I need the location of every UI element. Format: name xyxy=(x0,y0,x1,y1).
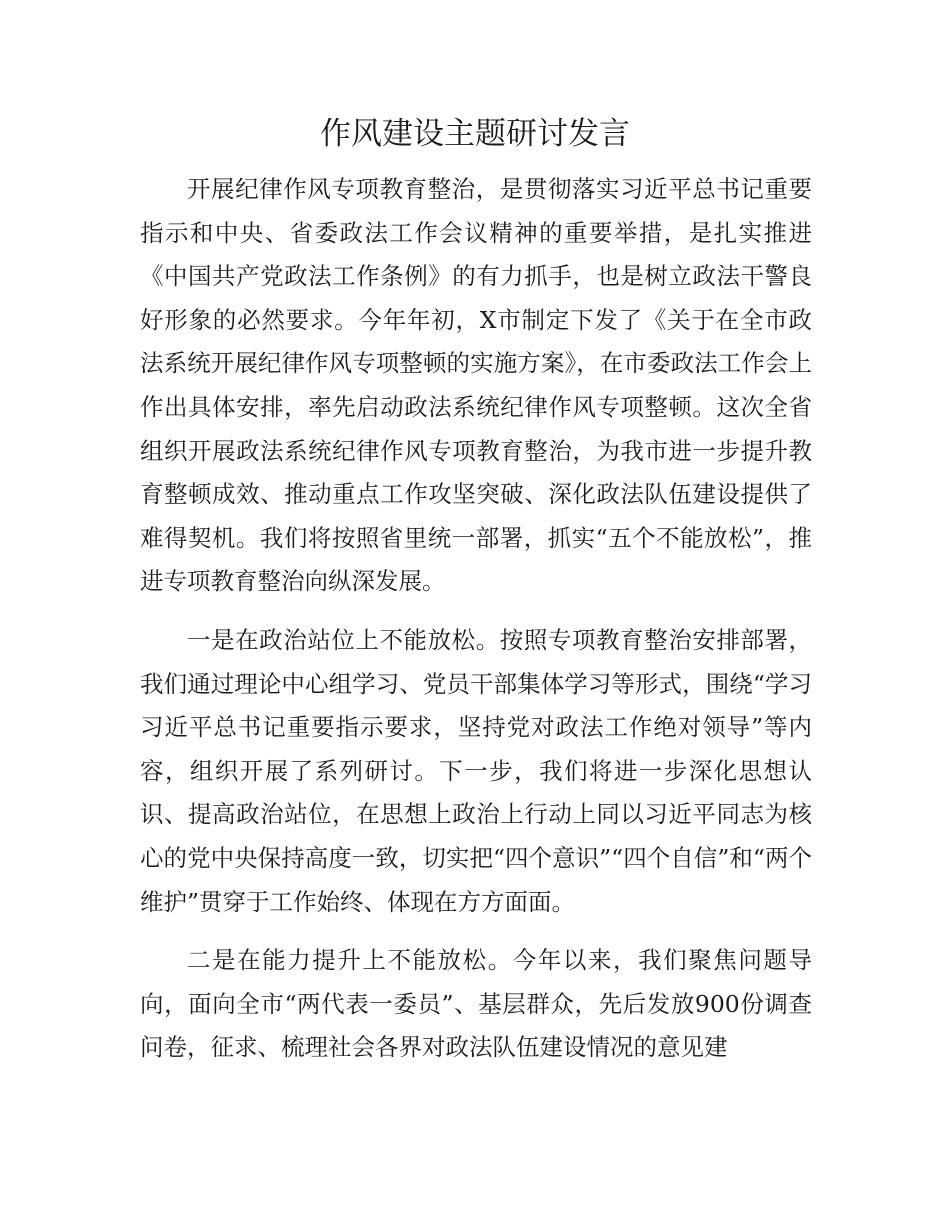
document-title: 作风建设主题研讨发言 xyxy=(320,116,630,152)
paragraph-point-one: 一是在政治站位上不能放松。按照专项教育整治安排部署，我们通过理论中心组学习、党员干部集体学习等形式，围绕“学习习近平总书记重要指示要求，坚持党对政法工作绝对领导”等内容，组织开展了系列研讨。下一步，我们将进一步深化思想认识、提高政治站位，在思想上政治上行动上同以习近平同志为核心的党中央保持高度一致，切实把“四个意识”“四个自信”和“两个维护”贯穿于工作始终、体现在方方面面。 xyxy=(140,625,812,916)
document-body xyxy=(140,168,812,1085)
paragraph-intro: 开展纪律作风专项教育整治，是贯彻落实习近平总书记重要指示和中央、省委政法工作会议精神的重要举措，是扎实推进《中国共产党政法工作条例》的有力抓手，也是树立政法干警良好形象的必然要求。今年年初，X市制定下发了《关于在全市政法系统开展纪律作风专项整顿的实施方案》，在市委政法工作会上作出具体安排，率先启动政法系统纪律作风专项整顿。这次全省组织开展政法系统纪律作风专项教育整治，为我市进一步提升教育整顿成效、推动重点工作攻坚突破、深化政法队伍建设提供了难得契机。我们将按照省里统一部署，抓实“五个不能放松”，推进专项教育整治向纵深发展。 xyxy=(140,175,812,596)
paragraph-point-two: 二是在能力提升上不能放松。今年以来，我们聚焦问题导向，面向全市“两代表一委员”、基层群众，先后发放900份调查问卷，征求、梳理社会各界对政法队伍建设情况的意见建 xyxy=(140,946,812,1062)
